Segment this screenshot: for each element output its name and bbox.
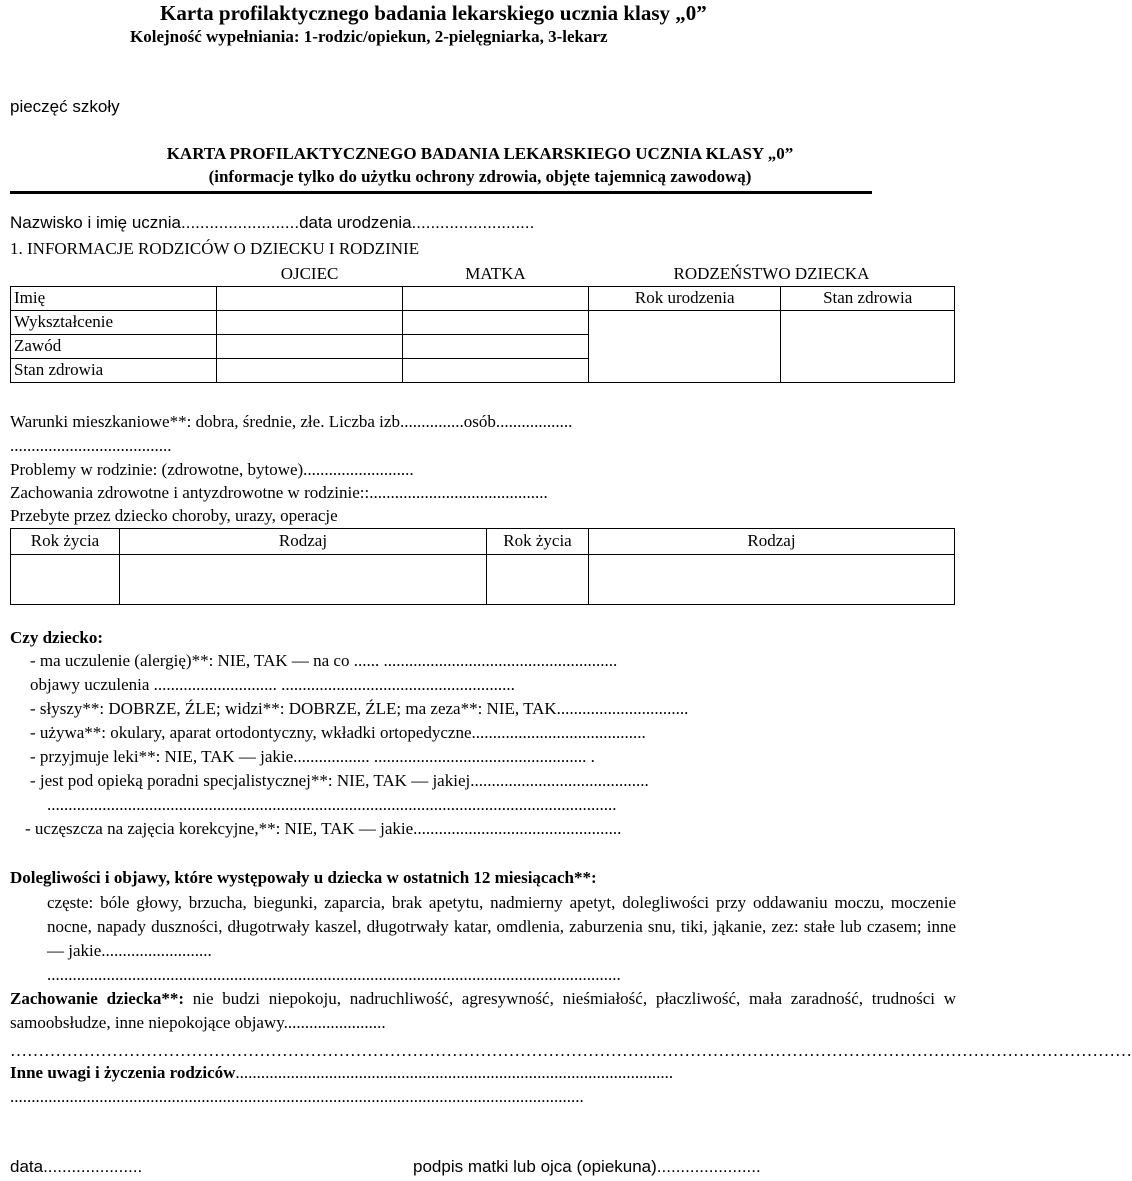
student-name-line: Nazwisko i imię ucznia.........................data urodzenia.......................... [10, 213, 535, 232]
mother-name-cell[interactable] [403, 286, 589, 310]
child-item-medication: - przyjmuje leki**: NIE, TAK — jakie.................. .................................................. . [30, 747, 595, 766]
illnesses-table [10, 528, 955, 605]
signature-field[interactable]: podpis matki lub ojca (opiekuna)...................... [413, 1157, 761, 1176]
ill-col-type-2: Rodzaj [589, 529, 955, 555]
child-item-aids: - używa**: okulary, aparat ortodontyczny, wkładki ortopedyczne......................................... [30, 723, 646, 742]
sib-health-header: Stan zdrowia [781, 286, 955, 310]
child-item-allergy: - ma uczulenie (alergię)**: NIE, TAK — na co ...... ....................................................... [30, 651, 618, 670]
mother-occupation-cell[interactable] [403, 334, 589, 358]
ill-col-age-1: Rok życia [11, 529, 120, 555]
ill-type-1-cell[interactable] [120, 555, 487, 605]
ill-col-type-1: Rodzaj [120, 529, 487, 555]
col-mother: MATKA [465, 263, 526, 283]
ill-age-2-cell[interactable] [487, 555, 589, 605]
father-name-cell[interactable] [217, 286, 403, 310]
child-item-corrective: - uczęszcza na zajęcia korekcyjne,**: NIE, TAK — jakie................................................. [25, 819, 622, 838]
father-education-cell[interactable] [217, 310, 403, 334]
remarks-heading: Inne uwagi i życzenia rodziców [10, 1063, 236, 1082]
remarks-text: ....................................................................................................... [235, 1063, 674, 1082]
sib-birth-cell[interactable] [589, 310, 781, 334]
row-education: Wykształcenie [11, 310, 217, 334]
row-health: Stan zdrowia [11, 358, 217, 382]
father-health-cell[interactable] [217, 358, 403, 382]
child-item-clinic-dots: ...................................................................................................................................... [47, 795, 617, 814]
family-problems-line: Problemy w rodzinie: (zdrowotne, bytowe).......................... [10, 460, 414, 479]
header-divider [10, 191, 872, 194]
ailments-heading: Dolegliwości i objawy, które występowały u dziecka w ostatnich 12 miesiącach**: [10, 868, 597, 887]
ailments-dots: ....................................................................................................................................... [47, 965, 621, 984]
ill-type-2-cell[interactable] [589, 555, 955, 605]
mother-education-cell[interactable] [403, 310, 589, 334]
col-siblings: RODZEŃSTWO DZIECKA [673, 263, 870, 283]
row-occupation: Zawód [11, 334, 217, 358]
school-stamp-label: pieczęć szkoły [10, 97, 120, 116]
card-subtitle: (informacje tylko do użytku ochrony zdrowia, objęte tajemnicą zawodową) [208, 167, 752, 186]
child-behavior-dots: ……………………………………………………………………………………………………………………………………………………………………………… [10, 1041, 1132, 1060]
family-behaviors-line: Zachowania zdrowotne i antyzdrowotne w rodzinie::.......................................... [10, 483, 548, 502]
mother-health-cell[interactable] [403, 358, 589, 382]
child-behavior-block [10, 987, 956, 1035]
remarks-line [10, 1064, 673, 1083]
housing-cont-line: ...................................... [10, 436, 172, 455]
row-name: Imię [11, 286, 217, 310]
card-title: KARTA PROFILAKTYCZNEGO BADANIA LEKARSKIEGO UCZNIA KLASY „0” [166, 144, 794, 163]
page-title: Karta profilaktycznego badania lekarskiego ucznia klasy „0” [160, 1, 707, 25]
ill-col-age-2: Rok życia [487, 529, 589, 555]
child-behavior-heading: Zachowanie dziecka**: [10, 989, 184, 1008]
child-heading: Czy dziecko: [10, 628, 104, 647]
fill-order: Kolejność wypełniania: 1-rodzic/opiekun, 2-pielęgniarka, 3-lekarz [130, 27, 608, 46]
section1-heading: 1. INFORMACJE RODZICÓW O DZIECKU I RODZINIE [10, 239, 420, 258]
ailments-text: częste: bóle głowy, brzucha, biegunki, zaparcia, brak apetytu, nadmierny apetyt, dolegliwości przy oddawaniu moczu, moczenie nocne, napady duszności, długotrwały kaszel, długotrwały katar, omdlenia, zaburzenia snu, tiki, jąkanie, zez: stałe lub czasem; inne — jakie.......................... [47, 893, 956, 960]
remarks-dots: ....................................................................................................................................... [10, 1087, 584, 1106]
ill-age-1-cell[interactable] [11, 555, 120, 605]
illnesses-heading: Przebyte przez dziecko choroby, urazy, operacje [10, 506, 338, 525]
sib-health-cell[interactable] [781, 310, 955, 334]
child-item-hearing: - słyszy**: DOBRZE, ŹLE; widzi**: DOBRZE, ŹLE; ma zeza**: NIE, TAK............................... [30, 699, 689, 718]
sib-birth-header: Rok urodzenia [589, 286, 781, 310]
child-item-allergy-symptoms: objawy uczulenia ............................. ....................................................... [30, 675, 515, 694]
housing-line: Warunki mieszkaniowe**: dobra, średnie, złe. Liczba izb...............osób.................. [10, 412, 573, 431]
date-field[interactable]: data..................... [10, 1157, 143, 1176]
child-behavior-text: nie budzi niepokoju, nadruchliwość, agresywność, nieśmiałość, płaczliwość, mała zaradność, trudności w samoobsłudze, inne niepokojące objawy........................ [10, 989, 957, 1032]
col-father: OJCIEC [280, 263, 339, 283]
father-occupation-cell[interactable] [217, 334, 403, 358]
child-item-clinic: - jest pod opieką poradni specjalistycznej**: NIE, TAK — jakiej.......................................... [30, 771, 649, 790]
parents-table [10, 262, 955, 383]
